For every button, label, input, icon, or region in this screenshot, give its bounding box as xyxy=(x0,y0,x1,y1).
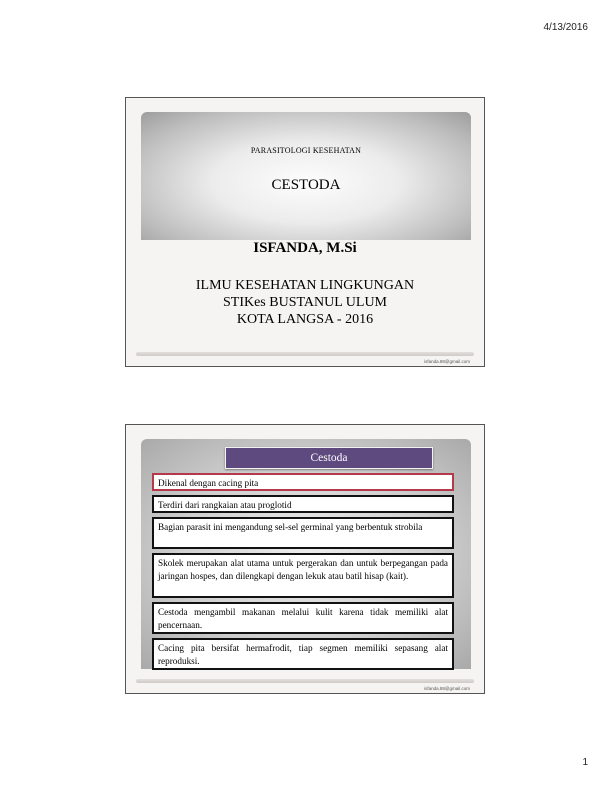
course-subject: PARASITOLOGI KESEHATAN xyxy=(250,146,362,155)
title-panel xyxy=(141,112,471,240)
slide-footer-bar xyxy=(136,352,474,356)
bullet-box: Cestoda mengambil makanan melalui kulit karena tidak memiliki alat pencernaan. xyxy=(152,602,454,634)
author-name: ISFANDA, M.Si xyxy=(253,240,357,256)
slide-email: isfanda.88@gmail.com xyxy=(424,359,470,364)
content-panel xyxy=(141,439,471,669)
bullet-box: Bagian parasit ini mengandung sel-sel germinal yang berbentuk strobila xyxy=(152,517,454,549)
slide-cestoda xyxy=(125,424,485,694)
slide-footer-bar xyxy=(136,679,474,683)
institution-line: ILMU KESEHATAN LINGKUNGAN xyxy=(195,278,415,293)
bullet-box: Terdiri dari rangkaian atau proglotid xyxy=(152,495,454,513)
slide-title xyxy=(125,97,485,367)
slide-main-title: CESTODA xyxy=(271,177,341,193)
page-number: 1 xyxy=(582,757,588,768)
institution-line: KOTA LANGSA - 2016 xyxy=(236,312,374,327)
bullet-box: Dikenal dengan cacing pita xyxy=(152,473,454,491)
slide-email: isfanda.88@gmail.com xyxy=(424,686,470,691)
print-date: 4/13/2016 xyxy=(543,22,588,33)
institution-line: STIKes BUSTANUL ULUM xyxy=(222,295,388,310)
bullet-box: Skolek merupakan alat utama untuk pergerakan dan untuk berpegangan pada jaringan hospes, dan dilengkapi dengan lekuk atau batil hisap (kait). xyxy=(152,553,454,598)
slide-heading: Cestoda xyxy=(225,447,433,469)
bullet-box: Cacing pita bersifat hermafrodit, tiap segmen memiliki sepasang alat reproduksi. xyxy=(152,638,454,670)
